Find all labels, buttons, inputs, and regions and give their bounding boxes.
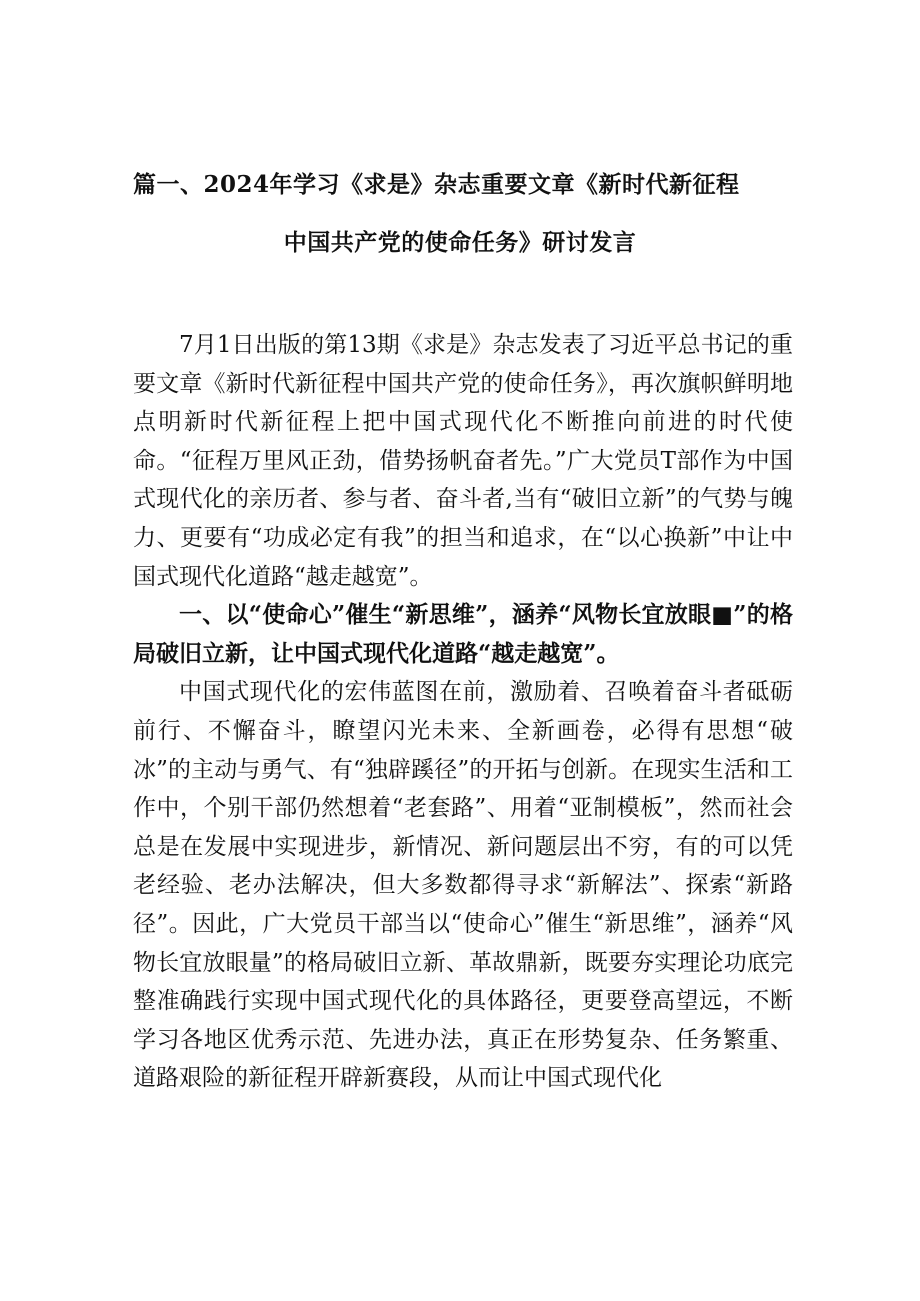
intro-paragraph: 7月1日出版的第13期《求是》杂志发表了习近平总书记的重要文章《新时代新征程中国共产党的使命任务》，再次旗帜鲜明地点明新时代新征程上把中国式现代化不断推向前进的时代使命。“征程万里风正劲，借势扬帆奋者先。”广大党员T部作为中国式现代化的亲历者、参与者、奋斗者,当有“破旧立新”的气势与魄力、更要有“功成必定有我”的担当和追求，在“以心换新”中让中国式现代化道路“越走越宽”。 — [133, 332, 793, 590]
document-title-line-1: 篇一、2024年学习《求是》杂志重要文章《新时代新征程 — [133, 171, 740, 198]
document-title-line-2: 中国共产党的使命任务》研讨发言 — [283, 229, 637, 256]
section-1-paragraph: 中国式现代化的宏伟蓝图在前，激励着、召唤着奋斗者砥砺前行、不懈奋斗，瞭望闪光未来、全新画卷，必得有思想“破冰”的主动与勇气、有“独辟蹊径”的开拓与创新。在现实生活和工作中，个别干部仍然想着“老套路”、用着“亚制模板”，然而社会总是在发展中实现进步，新情况、新问题层出不穷，有的可以凭老经验、老办法解决，但大多数都得寻求“新解法”、探索“新路径”。因此，广大党员干部当以“使命心”催生“新思维”，涵养“风物长宜放眼量”的格局破旧立新、革故鼎新，既要夯实理论功底完整准确践行实现中国式现代化的具体路径，更要登高望远，不断学习各地区优秀示范、先进办法，真正在形势复杂、任务繁重、道路艰险的新征程开辟新赛段，从而让中国式现代化 — [133, 679, 793, 1092]
section-heading-1: 一、以“使命心”催生“新思维”，涵养“风物长宜放眼■”的格局破旧立新，让中国式现代化道路“越走越宽”。 — [133, 601, 793, 667]
document-body — [133, 326, 793, 1098]
